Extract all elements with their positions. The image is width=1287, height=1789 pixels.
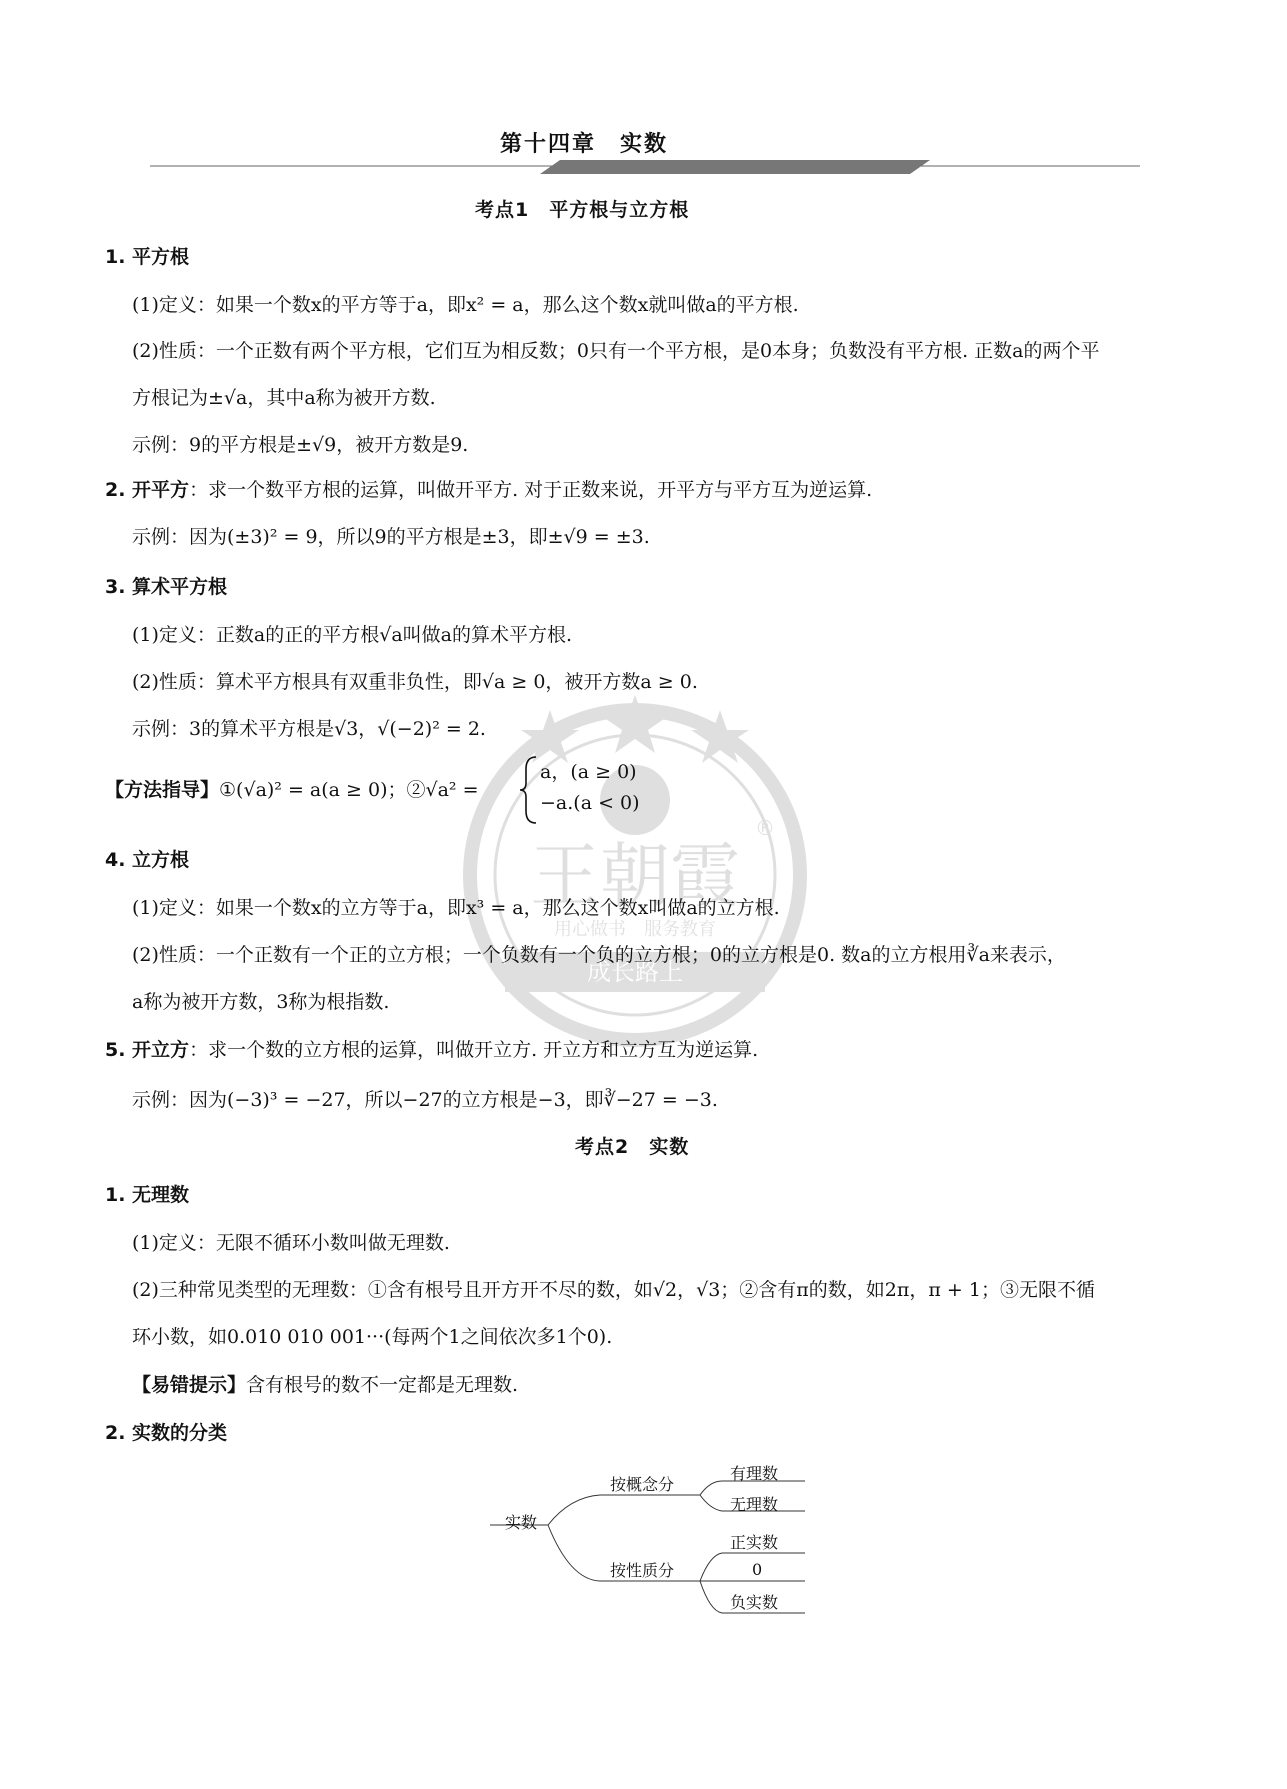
tree-leaf: 负实数 xyxy=(730,1593,779,1612)
tree-leaf: 正实数 xyxy=(730,1533,779,1552)
example-line: 示例：3的算术平方根是√3，√(−2)² = 2. xyxy=(132,718,486,740)
tree-leaf: 0 xyxy=(752,1560,763,1579)
item-heading: 2. 开平方 xyxy=(105,479,190,501)
tip-row xyxy=(132,1370,518,1397)
tree-leaf: 有理数 xyxy=(730,1464,779,1483)
watermark-registered: ® xyxy=(755,816,775,840)
method-guide xyxy=(105,775,479,802)
item-row xyxy=(105,1035,758,1062)
tree-root: 实数 xyxy=(505,1513,538,1532)
item-heading: 4. 立方根 xyxy=(105,849,190,871)
watermark-brand: 王朝霞 xyxy=(530,835,740,917)
text-line: (2)三种常见类型的无理数：①含有根号且开方开不尽的数，如√2，√3；②含有π的数，如2π，π + 1；③无限不循 xyxy=(132,1279,1095,1301)
text-line: (1)定义：如果一个数x的立方等于a，即x³ = a，那么这个数x叫做a的立方根. xyxy=(132,897,780,919)
item-heading: 5. 开立方 xyxy=(105,1039,190,1061)
text-line: (1)定义：无限不循环小数叫做无理数. xyxy=(132,1232,450,1254)
watermark-logo xyxy=(455,690,815,1050)
case-line: a，(a ≥ 0) xyxy=(540,761,637,783)
item-heading-rest: ：求一个数的立方根的运算，叫做开立方. 开立方和立方互为逆运算. xyxy=(189,1039,759,1061)
brace-icon xyxy=(520,755,540,825)
text-line: (2)性质：算术平方根具有双重非负性，即√a ≥ 0，被开方数a ≥ 0. xyxy=(132,671,698,693)
tree-branch: 按性质分 xyxy=(610,1561,675,1580)
tree-leaf: 无理数 xyxy=(730,1495,779,1514)
method-text: ①(√a)² = a(a ≥ 0)；②√a² = xyxy=(219,779,479,801)
tip-text: 含有根号的数不一定都是无理数. xyxy=(246,1374,519,1396)
case-line: −a.(a < 0) xyxy=(540,792,640,814)
item-heading-rest: ：求一个数平方根的运算，叫做开平方. 对于正数来说，开平方与平方互为逆运算. xyxy=(189,479,873,501)
tree-branch: 按概念分 xyxy=(610,1475,675,1494)
tip-label: 【易错提示】 xyxy=(132,1374,247,1396)
section-title: 考点2 实数 xyxy=(575,1136,690,1158)
item-heading: 3. 算术平方根 xyxy=(105,576,228,598)
text-line: (2)性质：一个正数有一个正的立方根；一个负数有一个负的立方根；0的立方根是0. 数a的立方根用∛a来表示， xyxy=(132,944,1066,966)
method-label: 【方法指导】 xyxy=(105,779,220,801)
text-line: (1)定义：如果一个数x的平方等于a，即x² = a，那么这个数x就叫做a的平方根. xyxy=(132,294,799,316)
text-line: a称为被开方数，3称为根指数. xyxy=(132,991,390,1013)
text-line: (1)定义：正数a的正的平方根√a叫做a的算术平方根. xyxy=(132,624,573,646)
watermark-ribbon: 成长路上 xyxy=(587,958,683,986)
text-line: (2)性质：一个正数有两个平方根，它们互为相反数；0只有一个平方根，是0本身；负数没有平方根. 正数a的两个平 xyxy=(132,340,1100,362)
example-line: 示例：因为(−3)³ = −27，所以−27的立方根是−3，即∛−27 = −3. xyxy=(132,1089,718,1111)
watermark-slogan: 用心做书 服务教育 xyxy=(554,919,716,940)
example-line: 示例：因为(±3)² = 9，所以9的平方根是±3，即±√9 = ±3. xyxy=(132,526,650,548)
item-heading: 1. 无理数 xyxy=(105,1184,190,1206)
item-heading: 1. 平方根 xyxy=(105,246,190,268)
text-line: 环小数，如0.010 010 001···(每两个1之间依次多1个0). xyxy=(132,1326,613,1348)
item-heading: 2. 实数的分类 xyxy=(105,1422,228,1444)
item-row xyxy=(105,475,872,502)
text-line: 方根记为±√a，其中a称为被开方数. xyxy=(132,387,436,409)
chapter-title: 第十四章 实数 xyxy=(500,132,669,157)
section-title: 考点1 平方根与立方根 xyxy=(475,199,690,221)
example-line: 示例：9的平方根是±√9，被开方数是9. xyxy=(132,434,469,456)
